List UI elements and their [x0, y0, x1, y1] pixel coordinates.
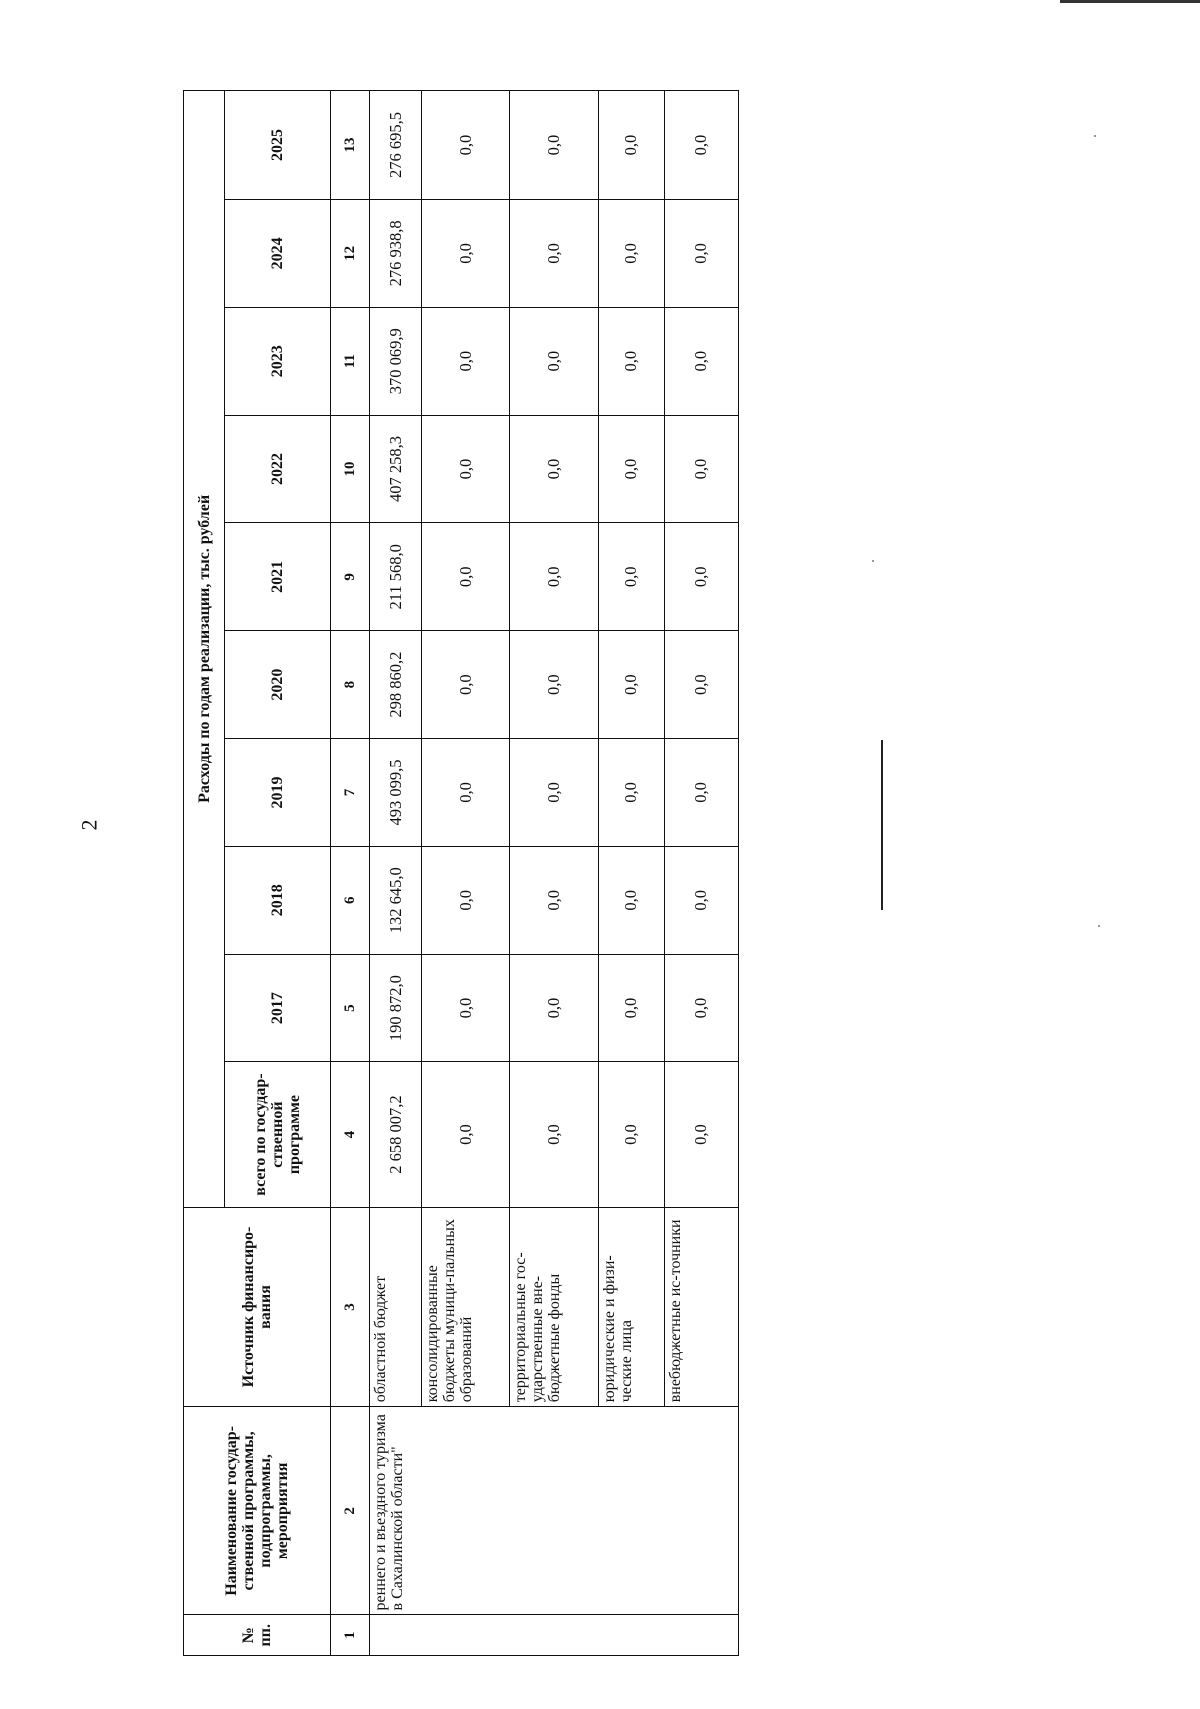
scan-speck: [1098, 925, 1100, 927]
year-value: 0,0: [510, 954, 599, 1062]
year-value: 0,0: [421, 415, 510, 523]
year-value: 0,0: [664, 846, 738, 954]
year-value: 0,0: [598, 91, 664, 200]
year-value: 0,0: [421, 846, 510, 954]
row-number-cell: [370, 1615, 739, 1656]
column-number: 7: [331, 739, 370, 847]
year-value: 298 860,2: [370, 631, 421, 739]
column-number: 13: [331, 91, 370, 200]
funding-source: юридические и физи-ческие лица: [598, 1207, 664, 1407]
year-value: 190 872,0: [370, 954, 421, 1062]
year-value: 0,0: [510, 631, 599, 739]
column-number: 11: [331, 307, 370, 415]
scan-speck: [1094, 135, 1096, 137]
year-value: 0,0: [664, 631, 738, 739]
year-value: 0,0: [510, 523, 599, 631]
column-number: 5: [331, 954, 370, 1062]
year-value: 211 568,0: [370, 523, 421, 631]
header-source: Источник финансиро-вания: [184, 1207, 331, 1407]
year-value: 0,0: [664, 415, 738, 523]
column-number: 2: [331, 1407, 370, 1615]
year-value: 0,0: [510, 91, 599, 200]
funding-source: консолидированные бюджеты муници-пальных образований: [421, 1207, 510, 1407]
rotated-table-container: [183, 90, 739, 1656]
total-value: 0,0: [510, 1062, 599, 1207]
funding-source: территориальные гос-ударственные вне-бюджетные фонды: [510, 1207, 599, 1407]
total-value: 0,0: [598, 1062, 664, 1207]
end-of-document-rule: [881, 740, 883, 910]
column-number: 12: [331, 199, 370, 307]
year-value: 0,0: [598, 523, 664, 631]
year-value: 0,0: [510, 199, 599, 307]
year-value: 0,0: [598, 954, 664, 1062]
column-number: 10: [331, 415, 370, 523]
year-value: 276 695,5: [370, 91, 421, 200]
funding-source: внебюджетные ис-точники: [664, 1207, 738, 1407]
header-year: 2019: [225, 739, 331, 847]
year-value: 0,0: [421, 739, 510, 847]
year-value: 0,0: [664, 954, 738, 1062]
year-value: 132 645,0: [370, 846, 421, 954]
year-value: 370 069,9: [370, 307, 421, 415]
header-expenses: Расходы по годам реализации, тыс. рублей: [184, 91, 225, 1208]
program-name: реннего и въездного туризма в Сахалинской области": [370, 1407, 739, 1615]
year-value: 0,0: [598, 739, 664, 847]
total-value: 2 658 007,2: [370, 1062, 421, 1207]
header-year: 2017: [225, 954, 331, 1062]
header-year: 2018: [225, 846, 331, 954]
header-total: всего по государ-ственной программе: [225, 1062, 331, 1207]
total-value: 0,0: [664, 1062, 738, 1207]
column-number: 6: [331, 846, 370, 954]
year-value: 0,0: [598, 199, 664, 307]
year-value: 407 258,3: [370, 415, 421, 523]
year-value: 0,0: [598, 307, 664, 415]
header-year: 2020: [225, 631, 331, 739]
year-value: 0,0: [664, 307, 738, 415]
year-value: 0,0: [421, 954, 510, 1062]
column-number-row: [331, 91, 370, 1656]
header-num: № пп.: [184, 1615, 331, 1656]
year-value: 0,0: [664, 199, 738, 307]
budget-table: [183, 90, 739, 1656]
scan-edge-mark: [1060, 0, 1200, 3]
year-value: 276 938,8: [370, 199, 421, 307]
year-value: 0,0: [421, 523, 510, 631]
header-name: Наименование государ-ственной программы, подпрограммы, мероприятия: [184, 1407, 331, 1615]
year-value: 0,0: [421, 199, 510, 307]
year-value: 0,0: [510, 415, 599, 523]
year-value: 0,0: [598, 415, 664, 523]
year-value: 0,0: [598, 846, 664, 954]
scan-speck: [872, 560, 874, 562]
column-number: 4: [331, 1062, 370, 1207]
year-value: 0,0: [510, 307, 599, 415]
year-value: 0,0: [664, 91, 738, 200]
header-row-group: [184, 91, 225, 1656]
year-value: 0,0: [421, 91, 510, 200]
page-number: 2: [76, 819, 102, 831]
year-value: 0,0: [510, 739, 599, 847]
header-year: 2025: [225, 91, 331, 200]
header-year: 2021: [225, 523, 331, 631]
year-value: 0,0: [421, 307, 510, 415]
funding-source: областной бюджет: [370, 1207, 421, 1407]
column-number: 1: [331, 1615, 370, 1656]
year-value: 493 099,5: [370, 739, 421, 847]
header-year: 2022: [225, 415, 331, 523]
total-value: 0,0: [421, 1062, 510, 1207]
year-value: 0,0: [664, 739, 738, 847]
table-row: [370, 91, 421, 1656]
column-number: 3: [331, 1207, 370, 1407]
year-value: 0,0: [664, 523, 738, 631]
year-value: 0,0: [510, 846, 599, 954]
year-value: 0,0: [421, 631, 510, 739]
column-number: 8: [331, 631, 370, 739]
column-number: 9: [331, 523, 370, 631]
year-value: 0,0: [598, 631, 664, 739]
header-year: 2023: [225, 307, 331, 415]
header-year: 2024: [225, 199, 331, 307]
